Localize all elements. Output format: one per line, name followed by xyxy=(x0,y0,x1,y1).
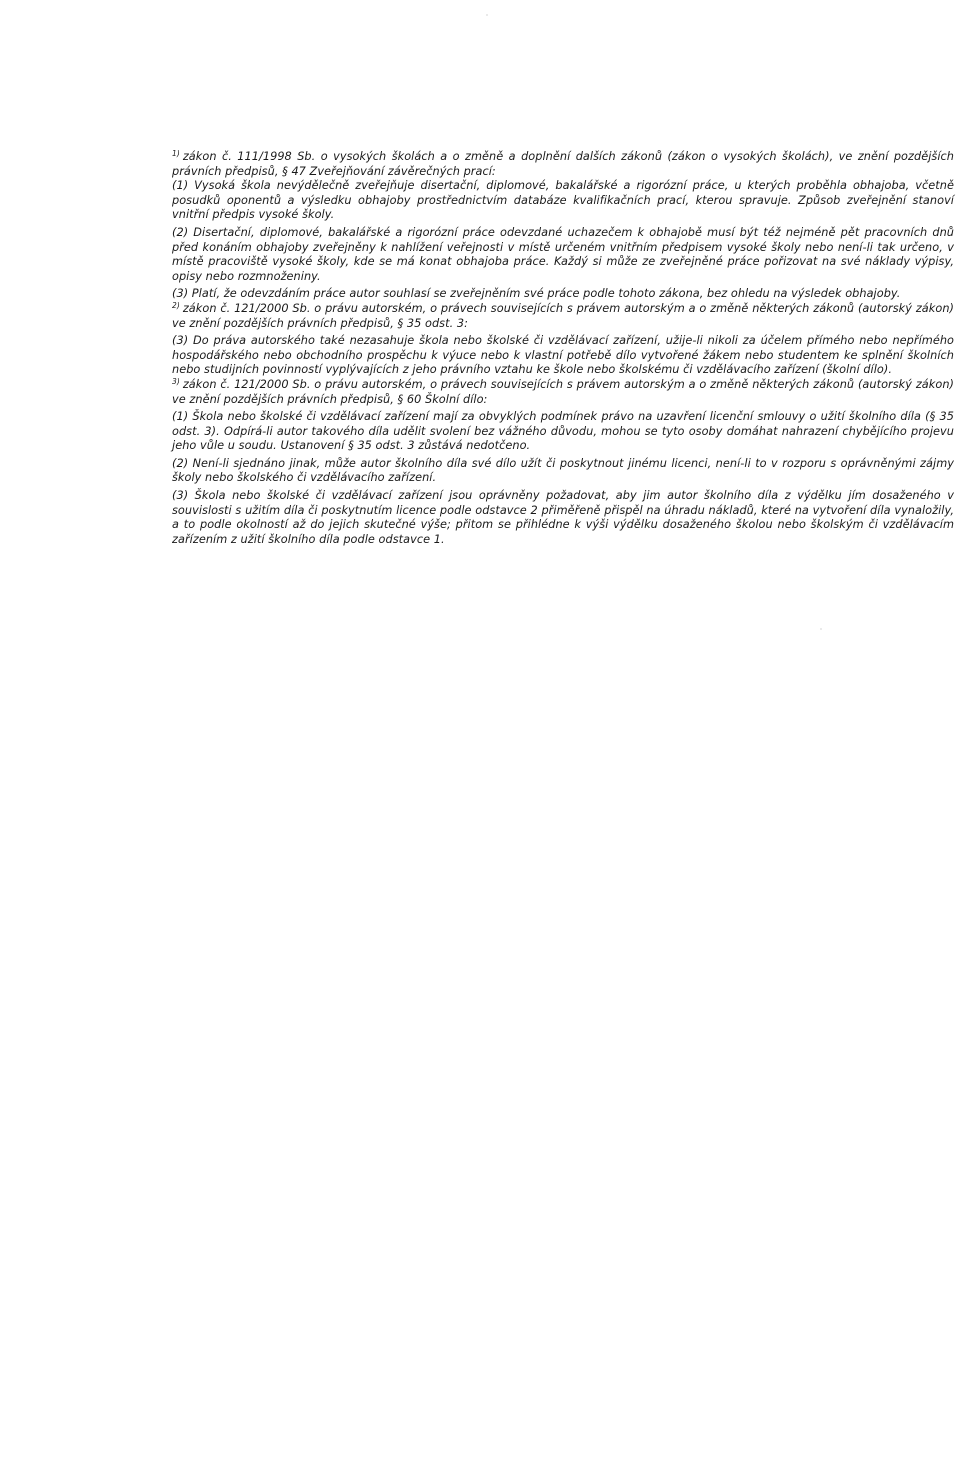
footnote-1-marker: 1) xyxy=(172,149,180,158)
footnotes-text xyxy=(172,150,954,547)
footnote-3-marker: 3) xyxy=(172,376,180,386)
footnote-2-marker: 2) xyxy=(172,300,180,310)
footnote-3-paragraph-2: (2) Není-li sjednáno jinak, může autor školního díla své dílo užít či poskytnout jinému licenci, není-li to v rozporu s oprávněnými zájmy školy nebo školského či vzdělávacího zařízení. xyxy=(172,456,954,485)
scan-speck xyxy=(486,14,488,16)
footnote-3-heading xyxy=(172,378,954,407)
footnote-1-heading xyxy=(172,150,954,179)
footnote-2-paragraph-1: (3) Do práva autorského také nezasahuje škola nebo školské či vzdělávací zařízení, užije-li nikoli za účelem přímého nebo nepřímého hospodářského nebo obchodního prospěchu k výuce nebo k vlastní potřebě dílo vytvořené žákem nebo studentem ke splnění školních nebo studijních povinností vyplývajících z jeho právního vztahu ke škole nebo školskému či vzdělávacího zařízení (školní dílo). xyxy=(172,334,954,377)
footnote-3-paragraph-1: (1) Škola nebo školské či vzdělávací zařízení mají za obvyklých podmínek právo na uzavření licenční smlouvy o užití školního díla (§ 35 odst. 3). Odpírá-li autor takového díla udělit svolení bez vážného důvodu, mohou se tyto osoby domáhat nahrazení chybějícího projevu jeho vůle u soudu. Ustanovení § 35 odst. 3 zůstává nedotčeno. xyxy=(172,410,954,453)
scan-speck xyxy=(820,628,822,630)
footnote-1-paragraph-3: (3) Platí, že odevzdáním práce autor souhlasí se zveřejněním své práce podle tohoto zákona, bez ohledu na výsledek obhajoby. xyxy=(172,287,901,301)
footnote-1-heading-text: zákon č. 111/1998 Sb. o vysokých školách a o změně a doplnění dalších zákonů (zákon o vysokých školách), ve znění pozdějších právních předpisů, § 47 Zveřejňování závěrečných prací: xyxy=(172,150,954,178)
footnote-1-paragraph-1: (1) Vysoká škola nevýdělečně zveřejňuje disertační, diplomové, bakalářské a rigorózní práce, u kterých proběhla obhajoba, včetně posudků oponentů a výsledku obhajoby prostřednictvím databáze kvalifikačních prací, kterou spravuje. Způsob zveřejnění stanoví vnitřní předpis vysoké školy. xyxy=(172,179,954,222)
footnote-1-paragraph-2: (2) Disertační, diplomové, bakalářské a rigorózní práce odevzdané uchazečem k obhajobě musí být též nejméně pět pracovních dnů před konáním obhajoby zveřejněny k nahlížení veřejnosti v místě určeném vnitřním předpisem vysoké školy nebo není-li tak určeno, v místě pracoviště vysoké školy, kde se má konat obhajoba práce. Každý si může ze zveřejněné práce pořizovat na své náklady výpisy, opisy nebo rozmnoženiny. xyxy=(172,225,954,283)
footnote-3-paragraph-3: (3) Škola nebo školské či vzdělávací zařízení jsou oprávněny požadovat, aby jim autor školního díla z výdělku jím dosaženého v souvislosti s užitím díla či poskytnutím licence podle odstavce 2 přiměřeně přispěl na úhradu nákladů, které na vytvoření díla vynaložily, a to podle okolností až do jejich skutečné výše; přitom se přihlédne k výši výdělku dosaženého školou nebo školským či vzdělávacím zařízením z užití školního díla podle odstavce 1. xyxy=(172,489,954,546)
footnote-2-heading-text: zákon č. 121/2000 Sb. o právu autorském, o právech souvisejících s právem autorským a o změně některých zákonů (autorský zákon) ve znění pozdějších právních předpisů, § 35 odst. 3: xyxy=(172,301,954,330)
footnote-2-heading xyxy=(172,302,954,331)
footnote-3-heading-text: zákon č. 121/2000 Sb. o právu autorském, o právech souvisejících s právem autorským a o změně některých zákonů (autorský zákon) ve znění pozdějších právních předpisů, § 60 Školní dílo: xyxy=(172,377,954,406)
